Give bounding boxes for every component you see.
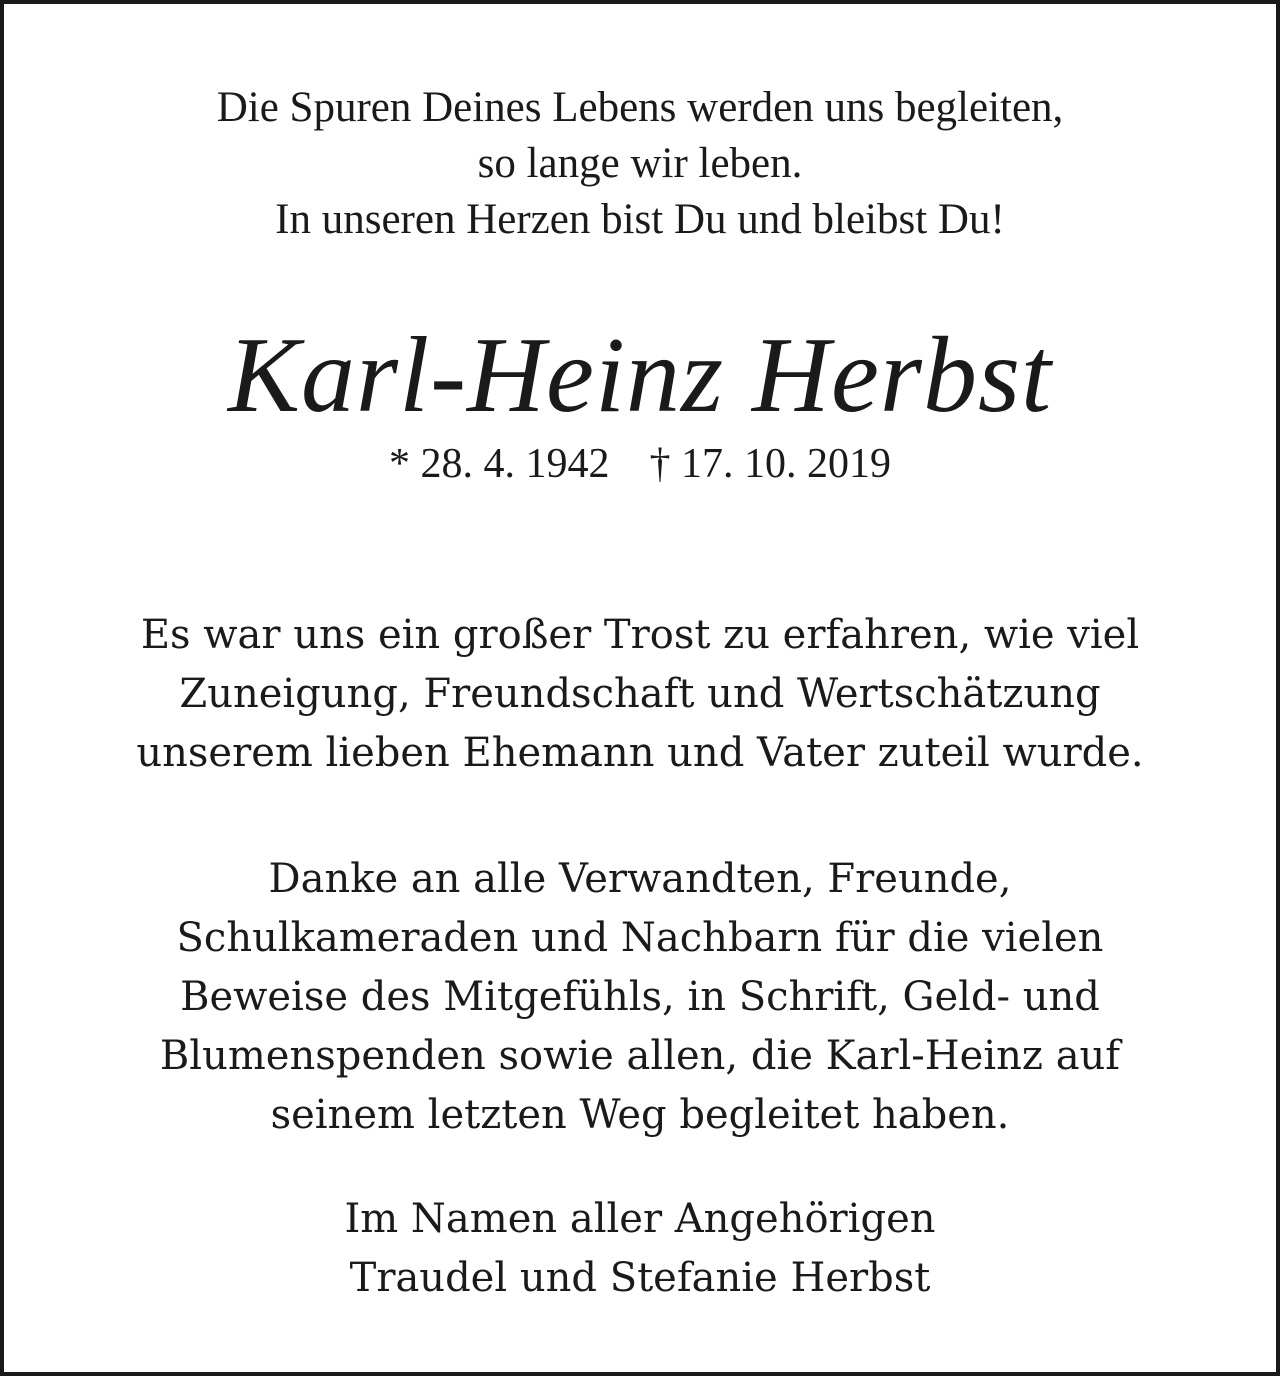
motto-line: Die Spuren Deines Lebens werden uns begleiten,	[216, 84, 1064, 131]
paragraph-line: unserem lieben Ehemann und Vater zuteil wurde.	[136, 730, 1144, 776]
signature-line: Traudel und Stefanie Herbst	[349, 1255, 931, 1301]
paragraph-line: Beweise des Mitgefühls, in Schrift, Geld- und	[180, 974, 1100, 1020]
paragraph-line: Danke an alle Verwandten, Freunde,	[268, 856, 1012, 902]
life-dates	[4, 436, 1276, 492]
thanks-paragraph	[4, 850, 1276, 1145]
motto-line: so lange wir leben.	[477, 140, 803, 187]
paragraph-line: Schulkameraden und Nachbarn für die vielen	[176, 915, 1104, 961]
gratitude-paragraph	[4, 606, 1276, 783]
death-date: † 17. 10. 2019	[649, 441, 891, 487]
deceased-name: Karl-Heinz Herbst	[228, 316, 1052, 435]
birth-date: * 28. 4. 1942	[389, 441, 610, 487]
paragraph-line: Es war uns ein großer Trost zu erfahren, wie viel	[140, 612, 1140, 658]
family-signature	[4, 1190, 1276, 1308]
motto-verse	[4, 80, 1276, 248]
paragraph-line: seinem letzten Weg begleitet haben.	[270, 1092, 1010, 1138]
signature-line: Im Namen aller Angehörigen	[344, 1196, 936, 1242]
paragraph-line: Blumenspenden sowie allen, die Karl-Heinz auf	[159, 1033, 1121, 1079]
paragraph-line: Zuneigung, Freundschaft und Wertschätzung	[179, 671, 1101, 717]
motto-line: In unseren Herzen bist Du und bleibst Du!	[275, 196, 1005, 243]
